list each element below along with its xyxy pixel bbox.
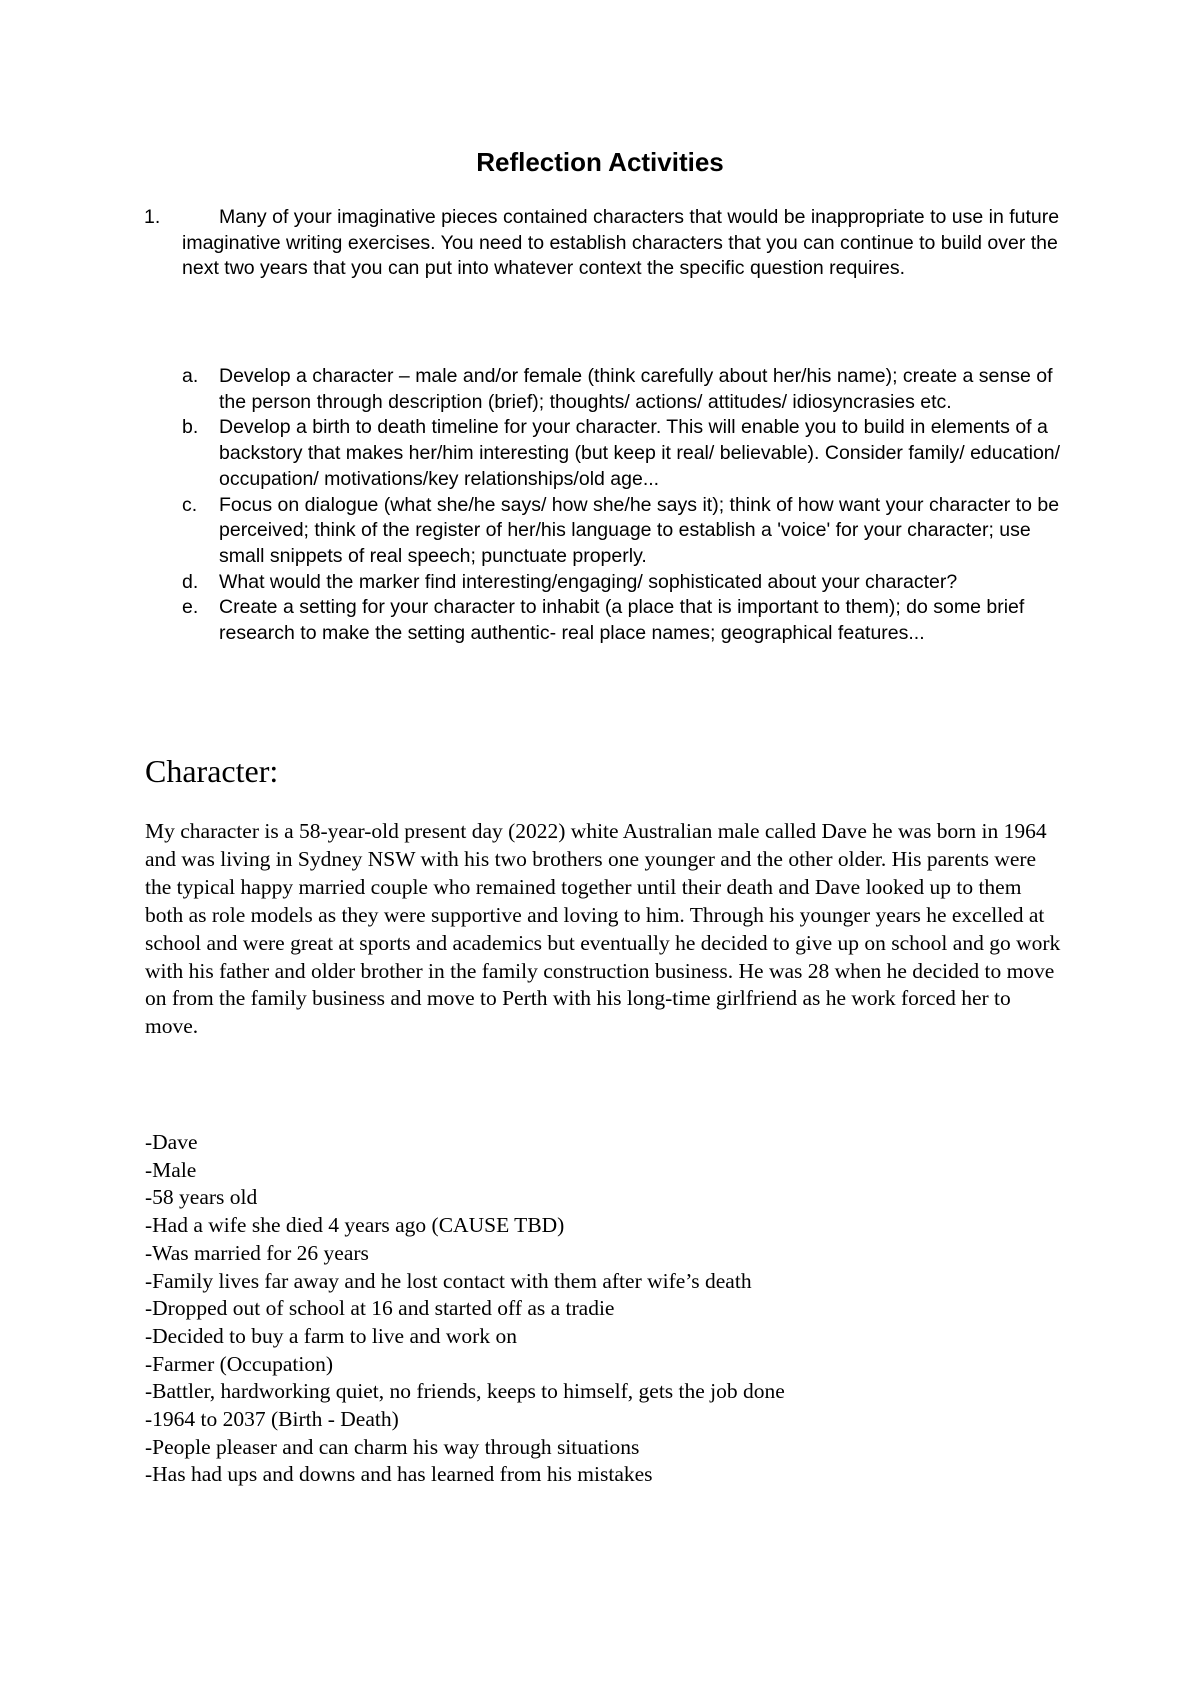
character-facts-list bbox=[145, 1129, 1065, 1489]
fact-item: -Male bbox=[145, 1157, 197, 1182]
fact-item: -Battler, hardworking quiet, no friends, keeps to himself, gets the job done bbox=[145, 1379, 785, 1404]
subquestion-letter: e. bbox=[182, 596, 199, 619]
fact-item: -Dave bbox=[145, 1130, 198, 1154]
fact-item: -1964 to 2037 (Birth - Death) bbox=[145, 1407, 399, 1432]
subquestion-letter: d. bbox=[182, 570, 199, 593]
subquestion-item bbox=[144, 364, 1064, 415]
subquestion-text: What would the marker find interesting/engaging/ sophisticated about your character? bbox=[219, 570, 958, 593]
fact-item: -Has had ups and downs and has learned from his mistakes bbox=[145, 1462, 653, 1487]
question-text: Many of your imaginative pieces contained characters that would be inappropriate to use in future imaginative writing exercises. You need to establish characters that you can continue to build over the next two years that you can put into whatever context the specific question requires. bbox=[182, 206, 1060, 280]
fact-item: -People pleaser and can charm his way through situations bbox=[145, 1434, 640, 1459]
subquestion-text: Develop a character – male and/or female (think carefully about her/his name); create a sense of the person through description (brief); thoughts/ actions/ attitudes/ idiosyncrasies etc. bbox=[219, 365, 1053, 413]
character-paragraph: My character is a 58-year-old present day (2022) white Australian male called Dave he was born in 1964 and was living in Sydney NSW with his two brothers one younger and the other older. His parents were the typical happy married couple who remained together until their death and Dave looked up to them both as role models as they were supportive and loving to him. Through his younger years he excelled at school and were great at sports and academics but eventually he decided to give up on school and go work with his father and older brother in the family construction business. He was 28 when he decided to move on from the family business and move to Perth with his long-time girlfriend as he work forced her to move. bbox=[145, 819, 1061, 1039]
subquestion-list bbox=[144, 364, 1064, 647]
subquestion-letter: a. bbox=[182, 365, 199, 387]
subquestion-text: Focus on dialogue (what she/he says/ how she/he says it); think of how want your character to be perceived; think of the register of her/his language to establish a 'voice' for your character; use small snippets of real speech; punctuate properly. bbox=[219, 493, 1060, 567]
fact-item: -Had a wife she died 4 years ago (CAUSE TBD) bbox=[145, 1213, 565, 1238]
character-heading: Character: bbox=[145, 753, 279, 789]
fact-item: -Dropped out of school at 16 and started off as a tradie bbox=[145, 1296, 615, 1321]
fact-item: -Family lives far away and he lost contact with them after wife’s death bbox=[145, 1268, 752, 1293]
fact-item: -Decided to buy a farm to live and work on bbox=[145, 1323, 517, 1348]
subquestion-item bbox=[144, 493, 1064, 570]
subquestion-item bbox=[144, 415, 1064, 492]
fact-item: -Was married for 26 years bbox=[145, 1240, 369, 1265]
subquestion-text: Develop a birth to death timeline for your character. This will enable you to build in elements of a backstory that makes her/him interesting (but keep it real/ believable). Consider family/ education/ occupation/ motivations/key relationships/old age... bbox=[219, 416, 1061, 490]
document-title: Reflection Activities bbox=[476, 147, 724, 177]
question-number: 1. bbox=[144, 206, 161, 228]
subquestion-text: Create a setting for your character to inhabit (a place that is important to them); do some brief research to make the setting authentic- real place names; geographical features... bbox=[219, 596, 1025, 645]
fact-item: -58 years old bbox=[145, 1185, 258, 1210]
subquestion-item bbox=[144, 595, 1064, 646]
subquestion-letter: c. bbox=[182, 493, 198, 516]
fact-item: -Farmer (Occupation) bbox=[145, 1351, 334, 1376]
question-1 bbox=[144, 205, 1064, 282]
subquestion-item bbox=[144, 570, 1064, 596]
subquestion-letter: b. bbox=[182, 416, 199, 439]
